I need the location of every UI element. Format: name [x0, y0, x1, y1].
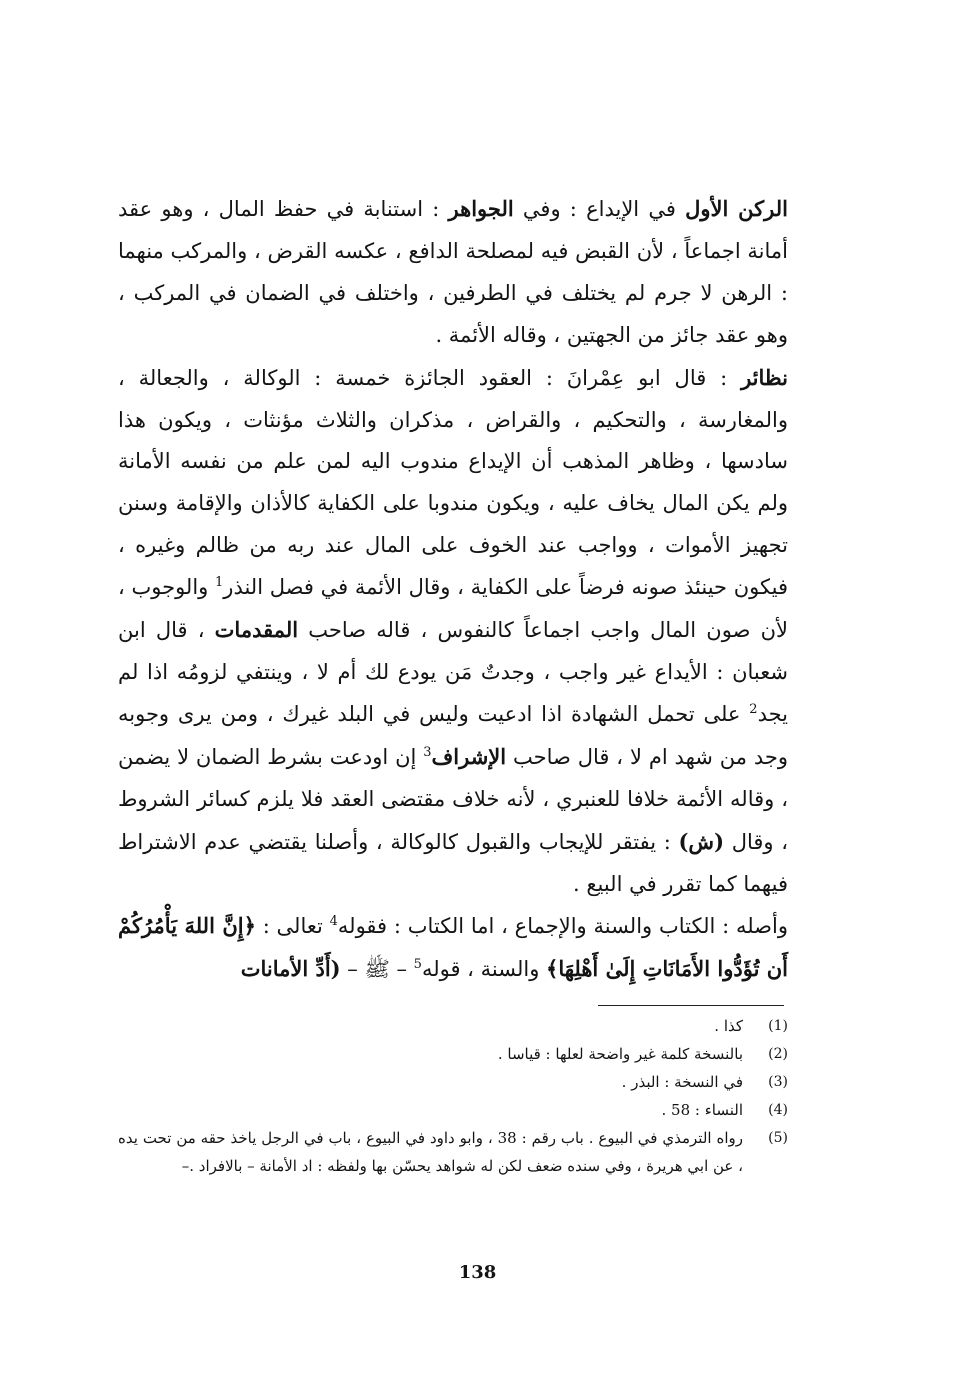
footnote-item: [118, 1096, 788, 1124]
page-number: 138: [458, 1262, 497, 1283]
source-reference: الإشراف: [431, 743, 507, 769]
footnote-marker: 4: [329, 914, 338, 930]
footnote-text: النساء : 58 .: [661, 1101, 743, 1119]
footnote-number: (4): [768, 1102, 788, 1118]
footnote-marker: 2: [749, 701, 758, 717]
source-reference: (ش): [678, 828, 725, 854]
paragraph-1: [118, 188, 788, 357]
footnote-item: [118, 1068, 788, 1096]
footnote-item: [118, 1040, 788, 1068]
paragraph-1-text-a: في الإيداع : وفي: [513, 197, 686, 221]
paragraph-3: [118, 905, 788, 991]
quran-verse: ﴿إِنَّ اللهَ يَأْمُرُكُمْ أَن تُؤَدُّوا الأَمَانَاتِ إِلَىٰ أَهْلِهَا﴾: [118, 913, 788, 982]
main-text: [118, 188, 788, 991]
footnote-text: كذا .: [714, 1017, 743, 1035]
footnote-item: [118, 1012, 788, 1040]
paragraph-3-text-d: – ﷺ –: [340, 957, 414, 982]
footnote-text: بالنسخة كلمة غير واضحة لعلها : قياسا .: [497, 1045, 743, 1063]
footnote-item: [118, 1124, 788, 1180]
footnotes: [118, 1012, 788, 1180]
paragraph-2-text-e: إن اودعت بشرط الضمان لا يضمن ، وقاله الأئمة خلافا للعنبري ، لأنه خلاف مقتضى العقد فلا يلزم كسائر الشروط ، وقال: [118, 744, 788, 854]
footnote-number: (1): [768, 1018, 788, 1034]
paragraph-3-text-a: وأصله : الكتاب والسنة والإجماع ، اما الكتاب : فقوله: [337, 914, 788, 939]
paragraph-3-text-c: والسنة ، قوله: [421, 957, 547, 982]
footnote-number: (5): [768, 1130, 788, 1146]
footnote-marker: 1: [215, 575, 224, 591]
footnote-number: (2): [768, 1046, 788, 1062]
paragraph-2-text-d: على تحمل الشهادة اذا ادعيت وليس في البلد غيرك ، ومن يرى وجوبه وجد من شهد ام لا ، قال صاحب: [118, 701, 789, 769]
paragraph-2-text-c: ، قال ابن شعبان : الأيداع غير واجب ، وجدتٌ مَن يودع لك أم لا ، وينتفي لزومُه اذا لم يجد: [118, 618, 788, 726]
footnote-number: (3): [768, 1074, 788, 1090]
paragraph-1-text-b: : استنابة في حفظ المال ، وهو عقد أمانة اجماعاً ، لأن القبض فيه لمصلحة الدافع ، عكسه القرض ، والمركب منهما : الرهن لا جرم لم يختلف في الطرفين ، واختلف في الضمان في المركب ، وهو عقد جائز من الجهتين ، وقاله الأئمة .: [118, 197, 788, 347]
footnote-marker: 5: [413, 957, 422, 973]
footnote-text: رواه الترمذي في البيوع . باب رقم : 38 ، وابو داود في البيوع ، باب في الرجل ياخذ حقه من تحت يده ، عن ابي هريرة ، وفي سنده ضعف لكن له شواهد يحسّن بها ولفظه : اد الأمانة – بالافراد .–: [118, 1129, 743, 1175]
footnote-separator: [598, 1005, 784, 1006]
section-heading: الركن الأول: [685, 196, 788, 221]
source-reference: الجواهر: [448, 196, 514, 221]
footnote-text: في النسخة : البذر .: [621, 1073, 743, 1091]
footnote-marker: 3: [423, 744, 432, 760]
hadith-text: (أَدِّ الأمانات: [240, 956, 341, 982]
paragraph-3-text-b: تعالى :: [255, 914, 330, 939]
source-reference: المقدمات: [214, 617, 299, 643]
paragraph-2-text-b: والوجوب ، لأن صون المال واجب اجماعاً كالنفوس ، قاله صاحب: [118, 575, 788, 643]
paragraph-2-text-f: : يفتقر للإيجاب والقبول كالوكالة ، وأصلنا يقتضي عدم الاشتراط فيهما كما تقرر في البيع .: [118, 829, 788, 896]
paragraph-2: [118, 357, 788, 906]
section-heading: نظائر: [741, 364, 788, 390]
paragraph-2-text-a: : قال ابو عِمْرانَ : العقود الجائزة خمسة : الوكالة ، والجعالة ، والمغارسة ، والتحكيم ، والقراض ، مذكران والثلاث مؤنثات ، ويكون هذا سادسها ، وظاهر المذهب أن الإيداع مندوب اليه لمن علم من نفسه الأمانة ولم يكن المال يخاف عليه ، ويكون مندوبا على الكفاية كالأذان والإقامة وسنن تجهيز الأموات ، وواجب عند الخوف على المال عند ربه من ظالم وغيره ، فيكون حينئذ صونه فرضاً على الكفاية ، وقال الأئمة في فصل النذر: [118, 365, 788, 600]
